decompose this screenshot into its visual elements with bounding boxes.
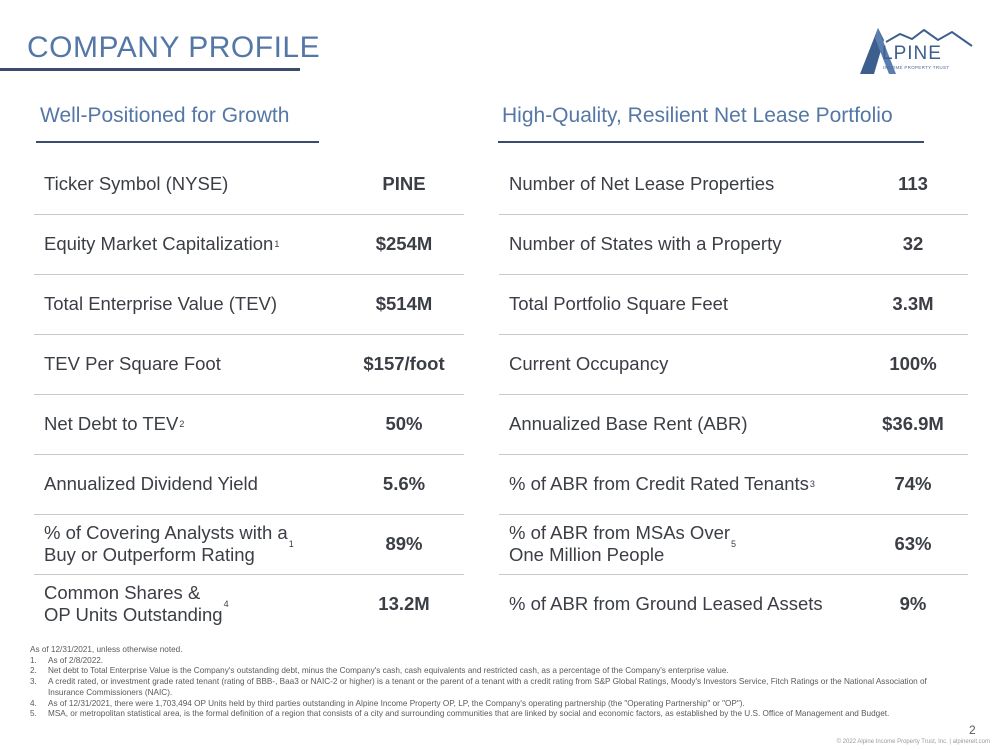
metric-label: % of ABR from MSAs Over One Million People 5 [509, 522, 737, 565]
right-section-heading: High-Quality, Resilient Net Lease Portfolio [502, 104, 893, 127]
metric-row [34, 514, 464, 575]
metric-row [34, 334, 464, 395]
metric-label-text: Ticker Symbol (NYSE) [44, 173, 229, 194]
footnote-number: 4. [30, 698, 37, 708]
alpine-logo [856, 22, 976, 78]
metric-label-text: Number of States with a Property [509, 233, 782, 254]
metric-label [509, 214, 781, 274]
footnote-item [30, 656, 950, 667]
metric-label [44, 454, 258, 514]
footnote-item [30, 709, 950, 720]
metric-label [509, 154, 774, 214]
metric-label-text: Common Shares & OP Units Outstanding [44, 582, 223, 625]
metric-label [44, 334, 221, 394]
metric-label: % of Covering Analysts with a Buy or Outperform Rating 1 [44, 522, 294, 565]
metric-value: 5.6% [382, 473, 426, 494]
metric-label [509, 334, 668, 394]
footnotes [30, 645, 950, 720]
footnote-number: 3. [30, 677, 37, 687]
metric-value: $514M [375, 293, 433, 314]
right-section-underline [498, 141, 924, 143]
copyright: © 2022 Alpine Income Property Trust, Inc. | alpinereit.com [836, 739, 990, 745]
metric-label-text: % of ABR from Credit Rated Tenants [509, 473, 809, 494]
metric-label [44, 274, 277, 334]
footnote-text: A credit rated, or investment grade rated tenant (rating of BBB-, Baa3 or NAIC-2 or higher) is a tenant or the parent of a tenant with a credit rating from S&P Global Ratings, Moody's Investors Service, Fitch Ratings or the National Association of Insurance Commissioners (NAIC). [48, 677, 927, 697]
metric-value: 89% [385, 533, 423, 554]
footnote-number: 5. [30, 709, 37, 719]
metric-label: Common Shares & OP Units Outstanding 4 [44, 582, 229, 625]
metric-value: $254M [375, 233, 433, 254]
metric-value: $157/foot [363, 353, 445, 374]
metric-value: 32 [902, 233, 924, 254]
metric-row [34, 574, 464, 634]
metric-value: PINE [382, 173, 426, 194]
footnote-text: MSA, or metropolitan statistical area, is the formal definition of a region that consists of a city and surrounding communities that are linked by social and economic factors, as established by the U.S. Office of Management and Budget. [48, 709, 890, 719]
metric-row [499, 334, 968, 395]
footnote-number: 2. [30, 666, 37, 676]
left-section-underline [36, 141, 319, 143]
metric-label-text: % of ABR from Ground Leased Assets [509, 593, 823, 614]
metric-row [34, 214, 464, 275]
metric-row [499, 274, 968, 335]
left-section-heading: Well-Positioned for Growth [40, 104, 290, 127]
metric-label [44, 154, 228, 214]
metric-value: 74% [894, 473, 932, 494]
metric-label-text: Total Portfolio Square Feet [509, 293, 729, 314]
logo-tagline: INCOME PROPERTY TRUST [883, 65, 950, 70]
metric-row [499, 154, 968, 215]
metric-label-text: TEV Per Square Foot [44, 353, 221, 374]
title-underline [0, 68, 300, 71]
metric-row [34, 394, 464, 455]
metric-label-text: % of ABR from MSAs Over One Million People [509, 522, 731, 565]
metric-label [509, 574, 823, 634]
metric-row [499, 214, 968, 275]
metric-row [34, 454, 464, 515]
metric-label-text: Annualized Dividend Yield [44, 473, 258, 494]
footnote-item [30, 666, 950, 677]
metric-row [499, 514, 968, 575]
metric-label: Net Debt to TEV 2 [44, 413, 185, 434]
metric-label-text: Total Enterprise Value (TEV) [44, 293, 278, 314]
metric-row [499, 394, 968, 455]
metric-label [509, 274, 728, 334]
footnote-item [30, 699, 950, 710]
metric-value: $36.9M [882, 413, 944, 434]
page-number: 2 [969, 723, 976, 737]
metric-value: 13.2M [378, 593, 430, 614]
metric-label-text: Current Occupancy [509, 353, 669, 374]
metric-row [499, 574, 968, 634]
metric-value: 9% [899, 593, 927, 614]
footnote-number: 1. [30, 655, 37, 665]
footnote-text: Net debt to Total Enterprise Value is the Company's outstanding debt, minus the Company's cash, cash equivalents and restricted cash, as a percentage of the Company's enterprise value. [48, 666, 729, 676]
metric-label: Equity Market Capitalization 1 [44, 233, 280, 254]
metric-row [34, 154, 464, 215]
metric-row [499, 454, 968, 515]
page-title: COMPANY PROFILE [27, 31, 321, 64]
metric-label [509, 394, 748, 454]
logo-wordmark: LPINE [882, 43, 942, 64]
metric-label-text: Number of Net Lease Properties [509, 173, 775, 194]
footnote-item [30, 677, 950, 698]
metric-row [34, 274, 464, 335]
metric-label-text: % of Covering Analysts with a Buy or Outperform Rating [44, 522, 288, 565]
metric-value: 63% [894, 533, 932, 554]
metric-value: 50% [385, 413, 423, 434]
metric-label: % of ABR from Credit Rated Tenants 3 [509, 473, 815, 494]
metric-value: 100% [889, 353, 937, 374]
metric-label-text: Net Debt to TEV [44, 413, 179, 434]
metric-label-text: Annualized Base Rent (ABR) [509, 413, 748, 434]
footnote-text: As of 12/31/2021, there were 1,703,494 OP Units held by third parties outstanding in Alpine Income Property OP, LP, the Company's operating partnership (the "Operating Partnership" or "OP"). [48, 698, 745, 708]
footnote-text: As of 2/8/2022. [48, 655, 104, 665]
metric-value: 113 [898, 173, 928, 194]
metric-value: 3.3M [892, 293, 934, 314]
metric-label-text: Equity Market Capitalization [44, 233, 274, 254]
footnote-intro: As of 12/31/2021, unless otherwise noted. [30, 645, 183, 654]
